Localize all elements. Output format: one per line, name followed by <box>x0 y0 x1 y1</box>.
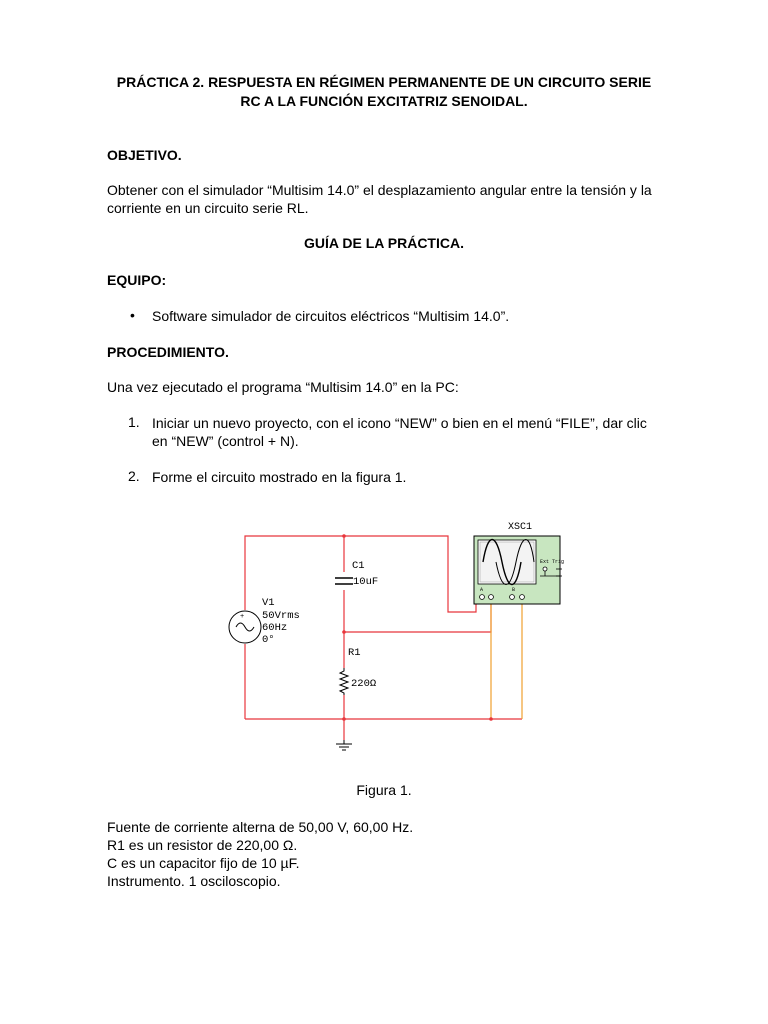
scope-label: XSC1 <box>508 522 533 533</box>
equipo-bullet-item: Software simulador de circuitos eléctricos “Multisim 14.0”. <box>152 308 510 324</box>
ac-source-icon <box>229 611 261 643</box>
scope-channel-a-label: A <box>480 587 484 593</box>
step-text-line-2: en “NEW” (control + N). <box>152 433 299 449</box>
spec-line: R1 es un resistor de 220,00 Ω. <box>107 837 298 853</box>
resistor-icon <box>340 668 348 695</box>
scope-ext-trig-label: Ext Trig <box>540 559 565 565</box>
capacitor-name-label: C1 <box>352 560 365 572</box>
oscilloscope-icon <box>474 536 565 604</box>
step-number: 2. <box>128 468 140 484</box>
objetivo-text-line-2: corriente en un circuito serie RL. <box>107 200 309 216</box>
source-name-label: V1 <box>262 597 275 609</box>
figure-caption: Figura 1. <box>356 782 412 798</box>
orange-wires <box>482 598 522 719</box>
equipo-heading: EQUIPO: <box>107 272 167 288</box>
procedimiento-heading: PROCEDIMIENTO. <box>107 344 229 360</box>
svg-text:+: + <box>240 613 245 621</box>
source-phase-label: 0° <box>262 634 275 646</box>
step-text-line-1: Forme el circuito mostrado en la figura 1. <box>152 469 407 485</box>
capacitor-value-label: 10uF <box>353 576 379 588</box>
spec-line: Instrumento. 1 osciloscopio. <box>107 873 281 889</box>
step-number: 1. <box>128 414 140 430</box>
procedimiento-intro: Una vez ejecutado el programa “Multisim 14.0” en la PC: <box>107 379 459 395</box>
scope-channel-b-label: B <box>512 587 516 593</box>
title-line-1: PRÁCTICA 2. RESPUESTA EN RÉGIMEN PERMANENTE DE UN CIRCUITO SERIE <box>116 74 652 90</box>
resistor-name-label: R1 <box>348 647 361 659</box>
source-voltage-label: 50Vrms <box>262 610 300 622</box>
source-frequency-label: 60Hz <box>262 622 288 634</box>
ground-icon <box>336 740 352 750</box>
spec-line: C es un capacitor fijo de 10 µF. <box>107 855 300 871</box>
resistor-value-label: 220Ω <box>351 678 377 690</box>
title-line-2: RC A LA FUNCIÓN EXCITATRIZ SENOIDAL. <box>240 93 528 109</box>
objetivo-heading: OBJETIVO. <box>107 147 182 163</box>
objetivo-text-line-1: Obtener con el simulador “Multisim 14.0” el desplazamiento angular entre la tensión y la <box>107 182 652 198</box>
capacitor-icon <box>335 578 353 584</box>
bullet-icon: • <box>130 307 135 323</box>
step-text-line-1: Iniciar un nuevo proyecto, con el icono “NEW” o bien en el menú “FILE”, dar clic <box>152 415 647 431</box>
guia-heading: GUÍA DE LA PRÁCTICA. <box>304 235 464 251</box>
spec-line: Fuente de corriente alterna de 50,00 V, 60,00 Hz. <box>107 819 414 835</box>
junction-dots <box>342 534 493 721</box>
